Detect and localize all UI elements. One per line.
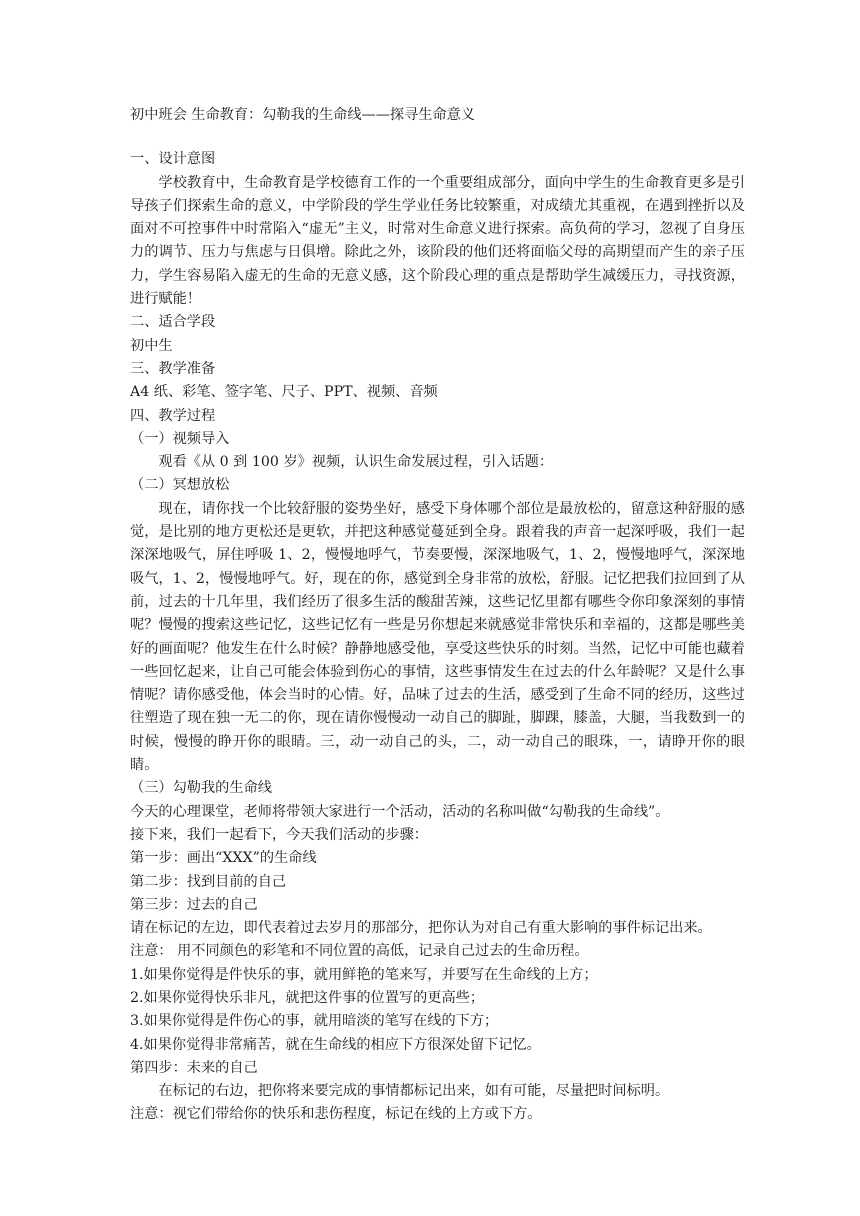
section-heading-design-intent: 一、设计意图 [130,151,216,168]
lifeline-past-instruction: 请在标记的左边，即代表着过去岁月的那部分，把你认为对自己有重大影响的事件标记出来。 [130,920,712,937]
meditation-paragraph: 现在，请你找一个比较舒服的姿势坐好，感受下身体哪个部位是最放松的，留意这种舒服的感觉，是比别的地方更松还是更软，并把这种感觉蔓延到全身。跟着我的声音一起深呼吸，我们一起深深地吸气，屏住呼吸 1、2，慢慢地呼气，节奏要慢，深深地吸气，1、2，慢慢地呼气，深深地吸气，1、2，慢慢地呼气。好，现在的你，感觉到全身非常的放松，舒服。记忆把我们拉回到了从前，过去的十几年里，我们经历了很多生活的酸甜苦辣，这些记忆里都有哪些令你印象深刻的事情呢？慢慢的搜索这些记忆，这些记忆有一些是另你想起来就感觉非常快乐和幸福的，这都是哪些美好的画面呢？他发生在什么时候？静静地感受他，享受这些快乐的时刻。当然，记忆中可能也藏着一些回忆起来，让自己可能会体验到伤心的事情，这些事情发生在过去的什么年龄呢？又是什么事情呢？请你感受他，体会当时的心情。好，品味了过去的生活，感受到了生命不同的经历，这些过往塑造了现在独一无二的你，现在请你慢慢动一动自己的脚趾，脚踝，膝盖，大腿，当我数到一的时候，慢慢的睁开你的眼睛。三，动一动自己的头，二，动一动自己的眼珠，一，请睁开你的眼睛。 [130,500,745,774]
subsection-heading-lifeline: （三）勾勒我的生命线 [130,780,272,797]
teaching-prep-text: A4 纸、彩笔、签字笔、尺子、PPT、视频、音频 [130,384,438,401]
subsection-heading-video: （一）视频导入 [130,430,230,447]
lifeline-rule-3: 3.如果你觉得是件伤心的事，就用暗淡的笔写在线的下方； [130,1013,499,1030]
lifeline-rule-2: 2.如果你觉得快乐非凡，就把这件事的位置写的更高些； [130,989,485,1006]
section-heading-teaching-prep: 三、教学准备 [130,360,216,377]
lifeline-intro-line: 今天的心理课堂，老师将带领大家进行一个活动，活动的名称叫做“勾勒我的生命线”。 [130,803,670,820]
design-intent-paragraph: 学校教育中，生命教育是学校德育工作的一个重要组成部分，面向中学生的生命教育更多是引导孩子们探索生命的意义，中学阶段的学生学业任务比较繁重，对成绩尤其重视，在遇到挫折以及面对不可控事件中时常陷入“虚无”主义，时常对生命意义进行探索。高负荷的学习，忽视了自身压力的调节、压力与焦虑与日俱增。除此之外，该阶段的他们还将面临父母的高期望而产生的亲子压力，学生容易陷入虚无的生命的无意义感，这个阶段心理的重点是帮助学生减缓压力，寻找资源，进行赋能！ [130,174,745,308]
document-body [130,104,745,1127]
subsection-heading-meditation: （二）冥想放松 [130,477,230,494]
lifeline-step-2: 第二步：找到目前的自己 [130,873,287,890]
video-intro-paragraph: 观看《从 0 到 100 岁》视频，认识生命发展过程，引入话题： [158,454,554,471]
section-heading-suitable-stage: 二、适合学段 [130,314,216,331]
lifeline-final-note: 注意：视它们带给你的快乐和悲伤程度，标记在线的上方或下方。 [130,1106,542,1123]
lifeline-step-1: 第一步：画出“XXX”的生命线 [130,850,317,867]
lifeline-future-paragraph: 在标记的右边，把你将来要完成的事情都标记出来，如有可能，尽量把时间标明。 [158,1083,670,1100]
suitable-stage-text: 初中生 [130,337,173,354]
lifeline-step-4: 第四步：未来的自己 [130,1059,258,1076]
lifeline-steps-intro-line: 接下来，我们一起看下，今天我们活动的步骤： [130,826,428,843]
lifeline-step-3: 第三步：过去的自己 [130,896,258,913]
lifeline-note: 注意： 用不同颜色的彩笔和不同位置的高低，记录自己过去的生命历程。 [130,943,589,960]
document-title: 初中班会 生命教育：勾勒我的生命线——探寻生命意义 [130,107,476,123]
lifeline-rule-1: 1.如果你觉得是件快乐的事，就用鲜艳的笔来写，并要写在生命线的上方； [130,966,598,983]
lifeline-rule-4: 4.如果你觉得非常痛苦，就在生命线的相应下方很深处留下记忆。 [130,1036,541,1053]
section-heading-teaching-process: 四、教学过程 [130,407,216,424]
